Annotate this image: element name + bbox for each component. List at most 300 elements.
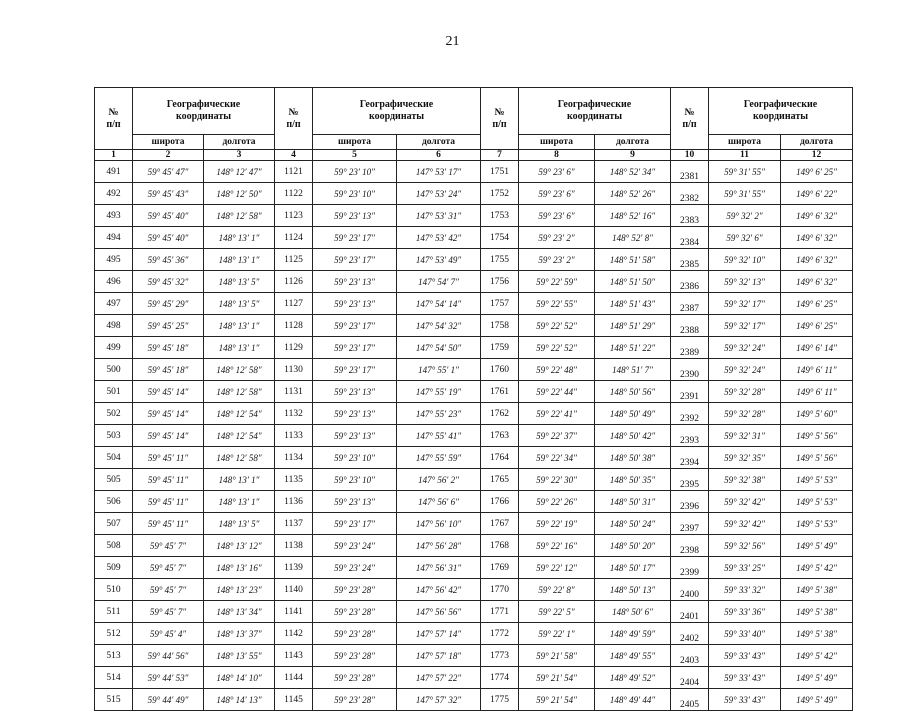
longitude-cell: 148° 12′ 58″ <box>204 359 275 381</box>
longitude-cell: 149° 5′ 42″ <box>781 645 853 667</box>
point-number: 1145 <box>275 689 313 711</box>
point-number: 1136 <box>275 491 313 513</box>
longitude-cell: 149° 5′ 49″ <box>781 667 853 689</box>
point-number: 1764 <box>481 447 519 469</box>
latitude-cell: 59° 33′ 40″ <box>709 623 781 645</box>
point-number: 1757 <box>481 293 519 315</box>
point-number: 2397 <box>671 513 709 535</box>
longitude-cell: 148° 50′ 20″ <box>595 535 671 557</box>
point-number: 1767 <box>481 513 519 535</box>
point-number: 515 <box>95 689 133 711</box>
latitude-cell: 59° 23′ 6″ <box>519 183 595 205</box>
table-row <box>95 381 853 403</box>
point-number: 510 <box>95 579 133 601</box>
longitude-cell: 147° 56′ 28″ <box>397 535 481 557</box>
column-number: 4 <box>275 150 313 161</box>
longitude-cell: 147° 54′ 32″ <box>397 315 481 337</box>
latitude-cell: 59° 45′ 18″ <box>133 337 204 359</box>
point-number: 497 <box>95 293 133 315</box>
point-number: 1122 <box>275 183 313 205</box>
point-number: 496 <box>95 271 133 293</box>
point-number: 1751 <box>481 161 519 183</box>
latitude-cell: 59° 45′ 7″ <box>133 579 204 601</box>
latitude-cell: 59° 32′ 28″ <box>709 381 781 403</box>
column-number: 12 <box>781 150 853 161</box>
longitude-cell: 148° 12′ 50″ <box>204 183 275 205</box>
latitude-cell: 59° 32′ 13″ <box>709 271 781 293</box>
header-row <box>95 88 853 135</box>
latitude-cell: 59° 33′ 25″ <box>709 557 781 579</box>
point-number: 1125 <box>275 249 313 271</box>
point-number: 2394 <box>671 447 709 469</box>
point-number: 1126 <box>275 271 313 293</box>
column-number: 3 <box>204 150 275 161</box>
table-row <box>95 227 853 249</box>
table-row <box>95 579 853 601</box>
longitude-cell: 148° 49′ 55″ <box>595 645 671 667</box>
table-row <box>95 161 853 183</box>
point-number: 1121 <box>275 161 313 183</box>
latitude-cell: 59° 22′ 59″ <box>519 271 595 293</box>
longitude-cell: 148° 13′ 1″ <box>204 315 275 337</box>
table-row <box>95 403 853 425</box>
longitude-cell: 149° 5′ 49″ <box>781 689 853 711</box>
latitude-cell: 59° 45′ 11″ <box>133 447 204 469</box>
latitude-cell: 59° 33′ 32″ <box>709 579 781 601</box>
point-number: 1142 <box>275 623 313 645</box>
point-number: 1131 <box>275 381 313 403</box>
point-number: 509 <box>95 557 133 579</box>
longitude-cell: 148° 12′ 58″ <box>204 205 275 227</box>
point-number: 491 <box>95 161 133 183</box>
latitude-cell: 59° 45′ 11″ <box>133 469 204 491</box>
point-number: 1765 <box>481 469 519 491</box>
latitude-cell: 59° 22′ 52″ <box>519 315 595 337</box>
longitude-cell: 149° 5′ 49″ <box>781 535 853 557</box>
longitude-cell: 148° 50′ 24″ <box>595 513 671 535</box>
point-number: 505 <box>95 469 133 491</box>
latitude-cell: 59° 45′ 7″ <box>133 535 204 557</box>
longitude-cell: 148° 13′ 1″ <box>204 491 275 513</box>
latitude-cell: 59° 45′ 14″ <box>133 425 204 447</box>
longitude-cell: 149° 6′ 11″ <box>781 381 853 403</box>
table-row <box>95 623 853 645</box>
latitude-cell: 59° 23′ 13″ <box>313 403 397 425</box>
point-number: 1763 <box>481 425 519 447</box>
point-number: 507 <box>95 513 133 535</box>
longitude-cell: 148° 13′ 37″ <box>204 623 275 645</box>
point-number: 1762 <box>481 403 519 425</box>
longitude-cell: 148° 49′ 44″ <box>595 689 671 711</box>
page-number: 21 <box>445 34 460 49</box>
table-row <box>95 425 853 447</box>
column-number: 8 <box>519 150 595 161</box>
latitude-cell: 59° 21′ 58″ <box>519 645 595 667</box>
point-number: 1132 <box>275 403 313 425</box>
latitude-cell: 59° 45′ 7″ <box>133 601 204 623</box>
point-number: 513 <box>95 645 133 667</box>
point-number: 2383 <box>671 205 709 227</box>
longitude-cell: 148° 12′ 54″ <box>204 425 275 447</box>
point-number: 2387 <box>671 293 709 315</box>
point-number: 1775 <box>481 689 519 711</box>
table-row <box>95 469 853 491</box>
point-number: 2382 <box>671 183 709 205</box>
latitude-cell: 59° 22′ 30″ <box>519 469 595 491</box>
point-number: 1769 <box>481 557 519 579</box>
point-number: 506 <box>95 491 133 513</box>
latitude-cell: 59° 32′ 42″ <box>709 513 781 535</box>
latitude-cell: 59° 23′ 17″ <box>313 337 397 359</box>
longitude-cell: 149° 5′ 53″ <box>781 491 853 513</box>
point-number: 1129 <box>275 337 313 359</box>
latitude-cell: 59° 45′ 40″ <box>133 205 204 227</box>
latitude-cell: 59° 23′ 24″ <box>313 535 397 557</box>
header-latitude-2: широта <box>313 135 397 150</box>
longitude-cell: 149° 6′ 25″ <box>781 315 853 337</box>
latitude-cell: 59° 45′ 40″ <box>133 227 204 249</box>
longitude-cell: 148° 13′ 1″ <box>204 469 275 491</box>
longitude-cell: 148° 50′ 49″ <box>595 403 671 425</box>
latitude-cell: 59° 32′ 10″ <box>709 249 781 271</box>
column-number: 9 <box>595 150 671 161</box>
point-number: 2400 <box>671 579 709 601</box>
table-row <box>95 689 853 711</box>
point-number: 2384 <box>671 227 709 249</box>
latitude-cell: 59° 23′ 2″ <box>519 249 595 271</box>
longitude-cell: 147° 54′ 14″ <box>397 293 481 315</box>
latitude-cell: 59° 22′ 5″ <box>519 601 595 623</box>
column-number: 7 <box>481 150 519 161</box>
longitude-cell: 148° 13′ 5″ <box>204 293 275 315</box>
header-num-1: № п/п <box>95 88 133 150</box>
point-number: 2395 <box>671 469 709 491</box>
point-number: 1133 <box>275 425 313 447</box>
longitude-cell: 149° 5′ 56″ <box>781 447 853 469</box>
longitude-cell: 149° 6′ 32″ <box>781 249 853 271</box>
latitude-cell: 59° 23′ 28″ <box>313 601 397 623</box>
table-row <box>95 249 853 271</box>
latitude-cell: 59° 23′ 10″ <box>313 183 397 205</box>
longitude-cell: 147° 56′ 10″ <box>397 513 481 535</box>
latitude-cell: 59° 32′ 56″ <box>709 535 781 557</box>
latitude-cell: 59° 23′ 13″ <box>313 425 397 447</box>
longitude-cell: 149° 6′ 11″ <box>781 359 853 381</box>
longitude-cell: 147° 53′ 17″ <box>397 161 481 183</box>
longitude-cell: 149° 6′ 25″ <box>781 293 853 315</box>
longitude-cell: 147° 57′ 32″ <box>397 689 481 711</box>
latitude-cell: 59° 33′ 43″ <box>709 689 781 711</box>
longitude-cell: 148° 13′ 1″ <box>204 227 275 249</box>
point-number: 1766 <box>481 491 519 513</box>
latitude-cell: 59° 32′ 35″ <box>709 447 781 469</box>
table-row <box>95 271 853 293</box>
point-number: 2390 <box>671 359 709 381</box>
longitude-cell: 148° 12′ 54″ <box>204 403 275 425</box>
point-number: 2402 <box>671 623 709 645</box>
latitude-cell: 59° 44′ 49″ <box>133 689 204 711</box>
longitude-cell: 148° 51′ 43″ <box>595 293 671 315</box>
point-number: 1134 <box>275 447 313 469</box>
table-row <box>95 293 853 315</box>
longitude-cell: 147° 56′ 42″ <box>397 579 481 601</box>
point-number: 2396 <box>671 491 709 513</box>
latitude-cell: 59° 32′ 42″ <box>709 491 781 513</box>
longitude-cell: 149° 5′ 60″ <box>781 403 853 425</box>
header-longitude-1: долгота <box>204 135 275 150</box>
longitude-cell: 148° 13′ 1″ <box>204 337 275 359</box>
longitude-cell: 149° 6′ 32″ <box>781 227 853 249</box>
point-number: 1754 <box>481 227 519 249</box>
point-number: 1768 <box>481 535 519 557</box>
longitude-cell: 147° 53′ 24″ <box>397 183 481 205</box>
latitude-cell: 59° 22′ 34″ <box>519 447 595 469</box>
latitude-cell: 59° 23′ 13″ <box>313 491 397 513</box>
longitude-cell: 148° 50′ 31″ <box>595 491 671 513</box>
header-latitude-4: широта <box>709 135 781 150</box>
longitude-cell: 149° 5′ 38″ <box>781 601 853 623</box>
point-number: 499 <box>95 337 133 359</box>
latitude-cell: 59° 23′ 28″ <box>313 667 397 689</box>
latitude-cell: 59° 23′ 10″ <box>313 469 397 491</box>
column-number-row <box>95 150 853 161</box>
latitude-cell: 59° 22′ 8″ <box>519 579 595 601</box>
latitude-cell: 59° 33′ 43″ <box>709 645 781 667</box>
point-number: 1752 <box>481 183 519 205</box>
header-longitude-2: долгота <box>397 135 481 150</box>
longitude-cell: 148° 50′ 13″ <box>595 579 671 601</box>
latitude-cell: 59° 32′ 28″ <box>709 403 781 425</box>
longitude-cell: 149° 6′ 32″ <box>781 271 853 293</box>
latitude-cell: 59° 32′ 2″ <box>709 205 781 227</box>
header-coordinates-2: Географические координаты <box>313 88 481 135</box>
point-number: 2399 <box>671 557 709 579</box>
header-num-4: № п/п <box>671 88 709 150</box>
table-body <box>95 161 853 711</box>
table-row <box>95 359 853 381</box>
point-number: 2391 <box>671 381 709 403</box>
point-number: 1140 <box>275 579 313 601</box>
latitude-cell: 59° 45′ 43″ <box>133 183 204 205</box>
longitude-cell: 148° 51′ 22″ <box>595 337 671 359</box>
longitude-cell: 148° 13′ 55″ <box>204 645 275 667</box>
longitude-cell: 147° 56′ 6″ <box>397 491 481 513</box>
latitude-cell: 59° 45′ 18″ <box>133 359 204 381</box>
longitude-cell: 148° 51′ 29″ <box>595 315 671 337</box>
latitude-cell: 59° 23′ 10″ <box>313 447 397 469</box>
latitude-cell: 59° 32′ 38″ <box>709 469 781 491</box>
latitude-cell: 59° 45′ 32″ <box>133 271 204 293</box>
coordinates-table <box>94 87 853 711</box>
latitude-cell: 59° 32′ 6″ <box>709 227 781 249</box>
latitude-cell: 59° 23′ 28″ <box>313 689 397 711</box>
latitude-cell: 59° 32′ 24″ <box>709 337 781 359</box>
point-number: 1773 <box>481 645 519 667</box>
latitude-cell: 59° 23′ 28″ <box>313 579 397 601</box>
longitude-cell: 148° 52′ 8″ <box>595 227 671 249</box>
latitude-cell: 59° 23′ 2″ <box>519 227 595 249</box>
latitude-cell: 59° 45′ 11″ <box>133 513 204 535</box>
point-number: 494 <box>95 227 133 249</box>
longitude-cell: 148° 13′ 5″ <box>204 271 275 293</box>
longitude-cell: 149° 5′ 53″ <box>781 469 853 491</box>
point-number: 2392 <box>671 403 709 425</box>
latitude-cell: 59° 32′ 31″ <box>709 425 781 447</box>
point-number: 2393 <box>671 425 709 447</box>
latitude-cell: 59° 32′ 24″ <box>709 359 781 381</box>
longitude-cell: 147° 57′ 22″ <box>397 667 481 689</box>
latitude-cell: 59° 23′ 28″ <box>313 645 397 667</box>
header-coordinates-4: Географические координаты <box>709 88 853 135</box>
point-number: 1128 <box>275 315 313 337</box>
longitude-cell: 148° 14′ 13″ <box>204 689 275 711</box>
point-number: 1772 <box>481 623 519 645</box>
longitude-cell: 147° 53′ 42″ <box>397 227 481 249</box>
longitude-cell: 148° 50′ 56″ <box>595 381 671 403</box>
column-number: 6 <box>397 150 481 161</box>
point-number: 2385 <box>671 249 709 271</box>
point-number: 1770 <box>481 579 519 601</box>
point-number: 2381 <box>671 161 709 183</box>
point-number: 511 <box>95 601 133 623</box>
latitude-cell: 59° 23′ 13″ <box>313 205 397 227</box>
longitude-cell: 147° 55′ 1″ <box>397 359 481 381</box>
point-number: 501 <box>95 381 133 403</box>
point-number: 2401 <box>671 601 709 623</box>
longitude-cell: 148° 50′ 17″ <box>595 557 671 579</box>
latitude-cell: 59° 21′ 54″ <box>519 667 595 689</box>
point-number: 504 <box>95 447 133 469</box>
longitude-cell: 148° 51′ 50″ <box>595 271 671 293</box>
latitude-cell: 59° 23′ 17″ <box>313 513 397 535</box>
point-number: 493 <box>95 205 133 227</box>
longitude-cell: 147° 55′ 41″ <box>397 425 481 447</box>
latitude-cell: 59° 23′ 17″ <box>313 315 397 337</box>
longitude-cell: 147° 56′ 31″ <box>397 557 481 579</box>
longitude-cell: 148° 52′ 34″ <box>595 161 671 183</box>
latitude-cell: 59° 45′ 25″ <box>133 315 204 337</box>
longitude-cell: 149° 6′ 22″ <box>781 183 853 205</box>
point-number: 2389 <box>671 337 709 359</box>
longitude-cell: 148° 14′ 10″ <box>204 667 275 689</box>
longitude-cell: 148° 49′ 52″ <box>595 667 671 689</box>
latitude-cell: 59° 23′ 17″ <box>313 227 397 249</box>
longitude-cell: 147° 53′ 31″ <box>397 205 481 227</box>
latitude-cell: 59° 31′ 55″ <box>709 183 781 205</box>
point-number: 1138 <box>275 535 313 557</box>
latitude-cell: 59° 44′ 56″ <box>133 645 204 667</box>
table-row <box>95 491 853 513</box>
latitude-cell: 59° 23′ 17″ <box>313 359 397 381</box>
latitude-cell: 59° 32′ 17″ <box>709 315 781 337</box>
point-number: 2405 <box>671 689 709 711</box>
longitude-cell: 148° 12′ 58″ <box>204 381 275 403</box>
point-number: 498 <box>95 315 133 337</box>
latitude-cell: 59° 22′ 52″ <box>519 337 595 359</box>
column-number: 11 <box>709 150 781 161</box>
point-number: 1124 <box>275 227 313 249</box>
header-num-2: № п/п <box>275 88 313 150</box>
latitude-cell: 59° 22′ 41″ <box>519 403 595 425</box>
header-coordinates-1: Географические координаты <box>133 88 275 135</box>
latitude-cell: 59° 45′ 14″ <box>133 381 204 403</box>
longitude-cell: 148° 50′ 38″ <box>595 447 671 469</box>
latitude-cell: 59° 45′ 36″ <box>133 249 204 271</box>
latitude-cell: 59° 45′ 11″ <box>133 491 204 513</box>
longitude-cell: 147° 57′ 18″ <box>397 645 481 667</box>
header-num-3: № п/п <box>481 88 519 150</box>
longitude-cell: 148° 50′ 35″ <box>595 469 671 491</box>
point-number: 1137 <box>275 513 313 535</box>
longitude-cell: 149° 5′ 42″ <box>781 557 853 579</box>
header-latitude-3: широта <box>519 135 595 150</box>
table-row <box>95 645 853 667</box>
latitude-cell: 59° 45′ 29″ <box>133 293 204 315</box>
point-number: 514 <box>95 667 133 689</box>
longitude-cell: 148° 12′ 58″ <box>204 447 275 469</box>
point-number: 1761 <box>481 381 519 403</box>
latitude-cell: 59° 45′ 4″ <box>133 623 204 645</box>
point-number: 1127 <box>275 293 313 315</box>
longitude-cell: 147° 54′ 50″ <box>397 337 481 359</box>
point-number: 1758 <box>481 315 519 337</box>
table-row <box>95 601 853 623</box>
column-number: 5 <box>313 150 397 161</box>
point-number: 1760 <box>481 359 519 381</box>
longitude-cell: 148° 52′ 16″ <box>595 205 671 227</box>
longitude-cell: 148° 50′ 6″ <box>595 601 671 623</box>
point-number: 1755 <box>481 249 519 271</box>
latitude-cell: 59° 22′ 1″ <box>519 623 595 645</box>
longitude-cell: 148° 51′ 58″ <box>595 249 671 271</box>
header-longitude-4: долгота <box>781 135 853 150</box>
longitude-cell: 149° 6′ 32″ <box>781 205 853 227</box>
latitude-cell: 59° 23′ 17″ <box>313 249 397 271</box>
header-longitude-3: долгота <box>595 135 671 150</box>
longitude-cell: 147° 55′ 59″ <box>397 447 481 469</box>
latitude-cell: 59° 31′ 55″ <box>709 161 781 183</box>
column-number: 1 <box>95 150 133 161</box>
longitude-cell: 149° 5′ 38″ <box>781 623 853 645</box>
latitude-cell: 59° 22′ 16″ <box>519 535 595 557</box>
header-coordinates-3: Географические координаты <box>519 88 671 135</box>
latitude-cell: 59° 21′ 54″ <box>519 689 595 711</box>
longitude-cell: 148° 13′ 16″ <box>204 557 275 579</box>
point-number: 2386 <box>671 271 709 293</box>
point-number: 502 <box>95 403 133 425</box>
table-row <box>95 205 853 227</box>
table-row <box>95 183 853 205</box>
point-number: 2403 <box>671 645 709 667</box>
table-row <box>95 557 853 579</box>
latitude-cell: 59° 33′ 43″ <box>709 667 781 689</box>
latitude-cell: 59° 22′ 26″ <box>519 491 595 513</box>
point-number: 1130 <box>275 359 313 381</box>
longitude-cell: 147° 55′ 23″ <box>397 403 481 425</box>
latitude-cell: 59° 23′ 6″ <box>519 161 595 183</box>
longitude-cell: 148° 13′ 34″ <box>204 601 275 623</box>
longitude-cell: 147° 55′ 19″ <box>397 381 481 403</box>
latitude-cell: 59° 23′ 24″ <box>313 557 397 579</box>
column-number: 2 <box>133 150 204 161</box>
point-number: 508 <box>95 535 133 557</box>
latitude-cell: 59° 33′ 36″ <box>709 601 781 623</box>
point-number: 1144 <box>275 667 313 689</box>
point-number: 495 <box>95 249 133 271</box>
point-number: 2398 <box>671 535 709 557</box>
subheader-row <box>95 135 853 150</box>
point-number: 1139 <box>275 557 313 579</box>
